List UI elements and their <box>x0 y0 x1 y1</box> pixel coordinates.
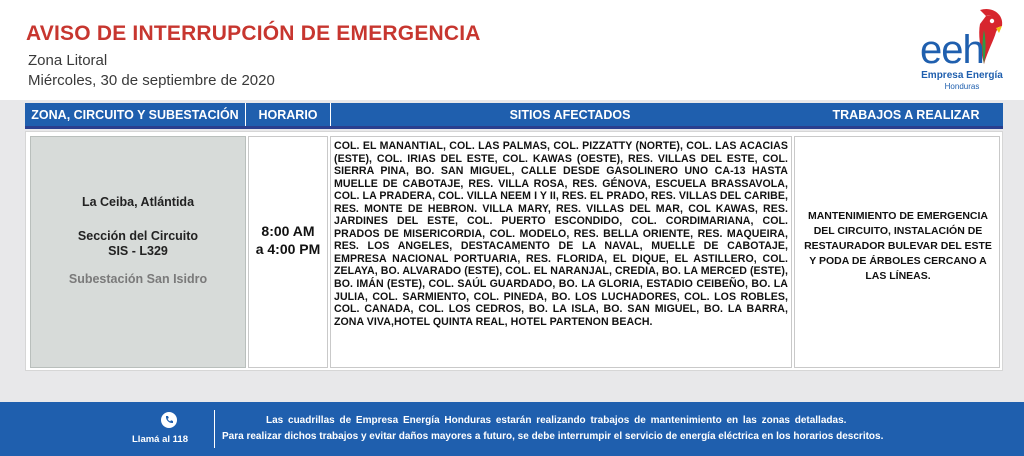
zone-city: La Ceiba, Atlántida <box>81 195 195 209</box>
footer-message-line2: Para realizar dichos trabajos y evitar daños mayores a futuro, se debe interrumpir el servicio de energía eléctrica en los horarios descritos. <box>222 431 884 442</box>
table-row <box>25 131 1003 371</box>
page-title: AVISO DE INTERRUPCIÓN DE EMERGENCIA <box>26 22 481 45</box>
work-cell <box>794 136 1000 368</box>
zone-circuit: SIS - L329 <box>108 244 168 258</box>
table-header <box>25 103 1003 129</box>
zone-cell <box>30 136 246 368</box>
schedule-cell <box>248 136 328 368</box>
footer-message-line1: Las cuadrillas de Empresa Energía Honduras estarán realizando trabajos de mantenimiento en las zonas detalladas. <box>266 415 847 426</box>
zone-subtitle: Zona Litoral <box>28 52 108 69</box>
zone-section-label: Sección del Circuito <box>77 229 199 243</box>
schedule-end: a 4:00 PM <box>255 241 321 257</box>
footer-divider <box>214 410 215 448</box>
logo-company-name: Empresa Energía <box>921 70 1003 81</box>
affected-sites-text: COL. EL MANANTIAL, COL. LAS PALMAS, COL. PIZZATTY (NORTE), COL. LAS ACACIAS (ESTE), COL. IRIAS DEL ESTE, COL. KAWAS (OESTE), RES. VILLAS DEL ESTE, COL. SIERRA PINA, BO. SAN MIGUEL, CALLE DESDE GASOLINERO UNO CA-13 HASTA MUELLE DE CABOTAJE, RES. VILLA ROSA, RES. GÉNOVA, ESCUELA BRASSAVOLA, COL. LA PRADERA, COL. VILLA NEEM I Y II, RES. EL PRADO, RES. VILLAS DEL CARIBE, RES. MONTE DE HEBRON. VILLA MARY, RES. VILLAS DEL MAR, COL KAWAS, RES. JARDINES DEL ESTE, COL. PUERTO ESCONDIDO, COL. CORDIMARIANA, COL. PRADOS DE MISERICORDIA, COL. MODELO, RES. BELLA ORIENTE, RES. MAQUEIRA, RES. LOS ANGELES, DESTACAMENTO DE LA NAVAL, MUELLE DE CABOTAJE, EMPRESA NACIONAL PORTUARIA, RES. FLORIDA, EL DIQUE, EL ASTILLERO, COL. ZELAYA, BO. ALVARADO (ESTE), COL. EL NARANJAL, CREDIA, BO. LA MERCED (ESTE), BO. IMÁN (ESTE), COL. SAÚL GUARDADO, BO. LA GLORIA, ESTADIO CEIBEÑO, BO. LA JULIA, COL. SARMIENTO, COL. PINEDA, BO. LOS LUCHADORES, COL. LOS ROBLES, COL. CANADA, COL. LOS CEDROS, BO. LA ISLA, BO. SAN MIGUEL, BO. LA BARRA, ZONA VIVA,HOTEL QUINTA REAL, HOTEL PARTENON BEACH. <box>334 140 788 328</box>
logo-country: Honduras <box>944 82 980 91</box>
logo-word: eeh <box>920 28 984 72</box>
column-header-schedule: HORARIO <box>245 103 331 126</box>
column-header-zone: ZONA, CIRCUITO Y SUBESTACIÓN <box>31 107 239 122</box>
footer-band <box>0 402 1024 456</box>
schedule-start: 8:00 AM <box>261 223 315 239</box>
phone-icon <box>161 412 177 428</box>
call-label: Llamá al 118 <box>132 434 188 445</box>
work-description: MANTENIMIENTO DE EMERGENCIA DEL CIRCUITO, INSTALACIÓN DE RESTAURADOR BULEVAR DEL ESTE Y PODA DE ÁRBOLES CERCANO A LAS LÍNEAS. <box>804 210 992 282</box>
column-header-sites: SITIOS AFECTADOS <box>509 107 631 122</box>
sites-cell <box>330 136 792 368</box>
column-header-work: TRABAJOS A REALIZAR <box>832 107 980 122</box>
company-logo <box>914 6 1014 98</box>
zone-substation: Subestación San Isidro <box>68 272 208 286</box>
notice-date: Miércoles, 30 de septiembre de 2020 <box>28 72 275 89</box>
